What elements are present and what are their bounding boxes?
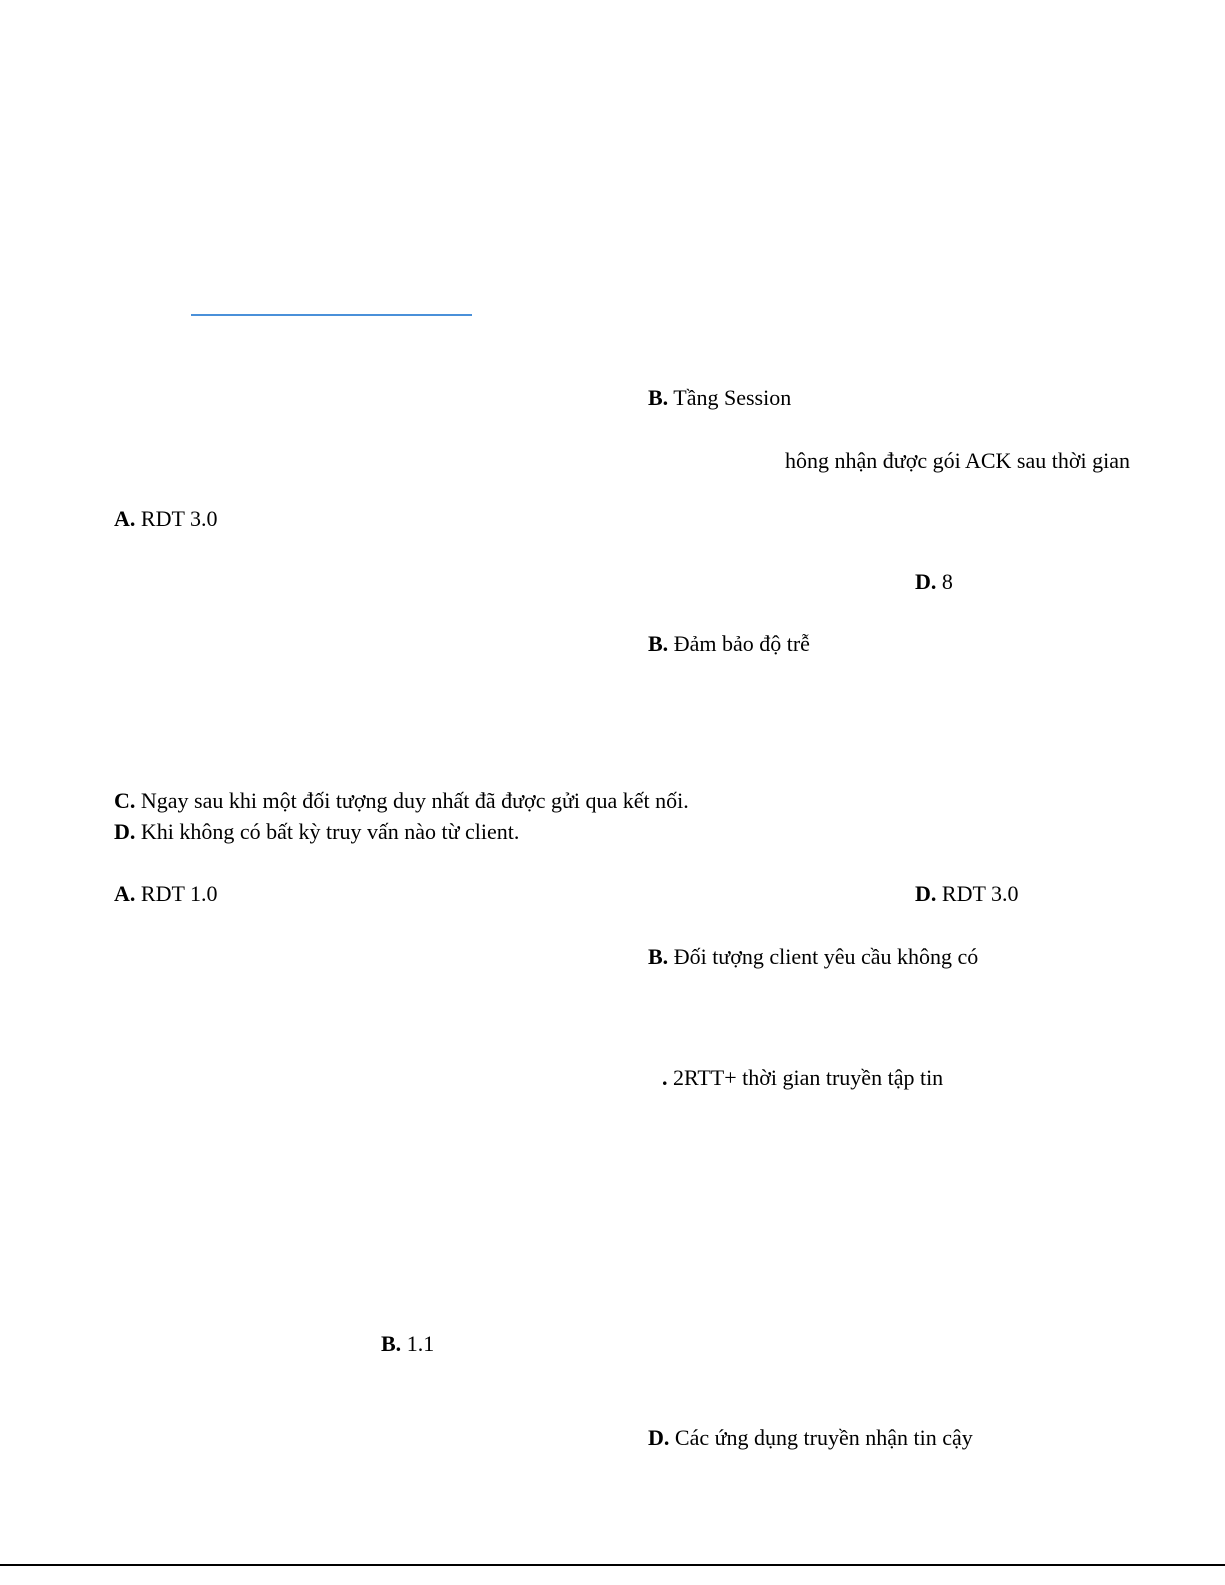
option-text: 2RTT+ thời gian truyền tập tin xyxy=(673,1065,944,1090)
option-letter: A. xyxy=(114,506,136,531)
option-letter: D. xyxy=(915,881,937,906)
option-a-rdt-30 xyxy=(114,506,218,532)
option-letter: B. xyxy=(648,631,669,656)
option-b-doi-tuong-client xyxy=(648,944,978,970)
option-letter: . xyxy=(662,1065,668,1090)
option-a-rdt-10 xyxy=(114,881,218,907)
option-b-11 xyxy=(381,1331,434,1357)
option-text: 1.1 xyxy=(406,1331,435,1356)
option-b-tang-session xyxy=(648,385,791,411)
option-letter: A. xyxy=(114,881,136,906)
option-text: 8 xyxy=(941,569,953,594)
option-letter: B. xyxy=(648,385,669,410)
option-letter: B. xyxy=(381,1331,402,1356)
option-text: Đối tượng client yêu cầu không có xyxy=(673,944,979,969)
option-text: Tầng Session xyxy=(673,385,792,410)
hyperlink-underline[interactable] xyxy=(191,314,472,316)
option-text: RDT 1.0 xyxy=(140,881,218,906)
option-letter: C. xyxy=(114,788,136,813)
option-letter: B. xyxy=(648,944,669,969)
option-text: Ngay sau khi một đối tượng duy nhất đã được gửi qua kết nối. xyxy=(140,788,689,813)
option-d-khi-khong-co xyxy=(114,819,519,845)
option-d-ung-dung xyxy=(648,1425,973,1451)
text-fragment-ack-timeout xyxy=(785,448,1130,474)
page-bottom-rule xyxy=(0,1564,1225,1566)
option-rtt-transfer xyxy=(662,1065,943,1091)
option-text: RDT 3.0 xyxy=(941,881,1019,906)
option-d-rdt-30 xyxy=(915,881,1019,907)
fragment-text: hông nhận được gói ACK sau thời gian xyxy=(785,448,1130,473)
option-c-ngay-sau xyxy=(114,788,689,814)
option-letter: D. xyxy=(648,1425,670,1450)
option-b-dam-bao-do-tre xyxy=(648,631,810,657)
option-letter: D. xyxy=(114,819,136,844)
option-letter: D. xyxy=(915,569,937,594)
option-text: Các ứng dụng truyền nhận tin cậy xyxy=(674,1425,973,1450)
option-text: RDT 3.0 xyxy=(140,506,218,531)
option-text: Đảm bảo độ trễ xyxy=(673,631,810,656)
option-text: Khi không có bất kỳ truy vấn nào từ client. xyxy=(140,819,520,844)
option-d-8 xyxy=(915,569,953,595)
